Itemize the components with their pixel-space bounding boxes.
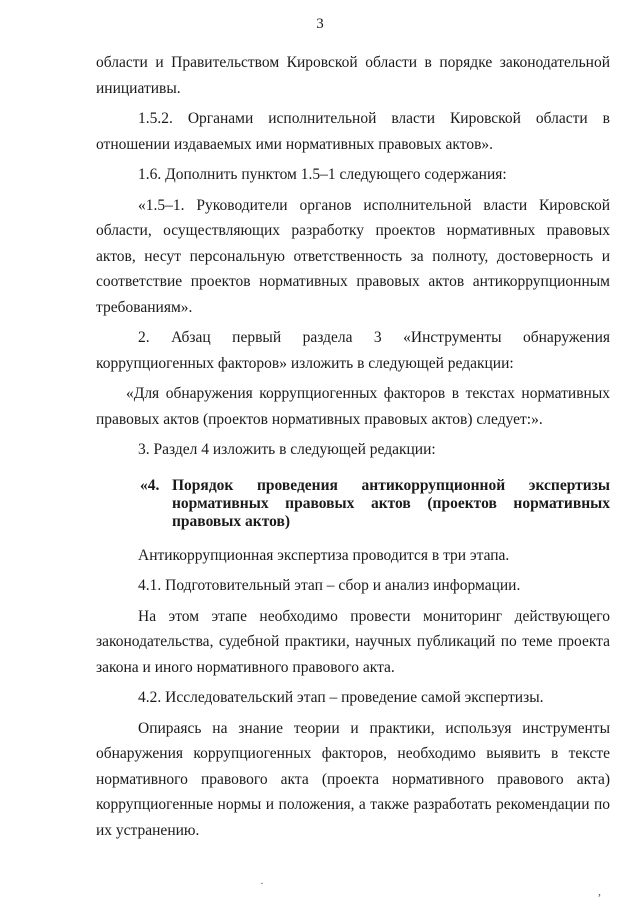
paragraph-1-6: 1.6. Дополнить пунктом 1.5–1 следующего содержания: (138, 166, 507, 183)
paragraph-1-5-1-quote: «1.5–1. Руководители органов исполнительной власти Кировской области, осуществляющих разработку проектов нормативных правовых актов, несут персональную ответственность за полноту, достоверность и соответствие проектов нормативных правовых актов антикоррупционным требованиям». (96, 196, 610, 316)
paragraph-1-5-2: 1.5.2. Органами исполнительной власти Кировской области в отношении издаваемых ими нормативных правовых актов». (96, 110, 610, 153)
section-4-heading (96, 477, 610, 531)
paragraph-monitoring: На этом этапе необходимо провести мониторинг действующего законодательства, судебной практики, научных публикаций по теме проекта закона и иного нормативного правового акта. (96, 607, 610, 676)
paragraph-item-3: 3. Раздел 4 изложить в следующей редакции: (138, 441, 436, 458)
paragraph-4-1: 4.1. Подготовительный этап – сбор и анализ информации. (138, 577, 521, 594)
paragraph-three-stages: Антикоррупционная экспертиза проводится в три этапа. (138, 546, 510, 564)
paragraph-quote-detection: «Для обнаружения коррупциогенных факторов в текстах нормативных правовых актов (проектов нормативных правовых актов) следует:». (96, 385, 610, 428)
document-body (96, 50, 610, 844)
paragraph-research: Опираясь на знание теории и практики, используя инструменты обнаружения коррупциогенных факторов, необходимо выявить в тексте нормативного правового акта (проекта нормативного правового акта) коррупциогенные нормы и положения, а также разработать рекомендации по их устранению. (96, 719, 610, 839)
scan-speck: , (598, 884, 601, 898)
page-number: 3 (316, 16, 324, 32)
section-4-heading-title: Порядок проведения антикоррупционной экспертизы нормативных правовых актов (проектов нормативных правовых актов) (172, 476, 610, 530)
scan-speck: · (260, 876, 264, 890)
section-4-heading-number: «4. (140, 476, 160, 494)
paragraph-continuation: области и Правительством Кировской области в порядке законодательной инициативы. (96, 54, 610, 97)
paragraph-item-2: 2. Абзац первый раздела 3 «Инструменты обнаружения коррупциогенных факторов» изложить в следующей редакции: (96, 329, 610, 372)
paragraph-4-2: 4.2. Исследовательский этап – проведение самой экспертизы. (138, 689, 544, 706)
